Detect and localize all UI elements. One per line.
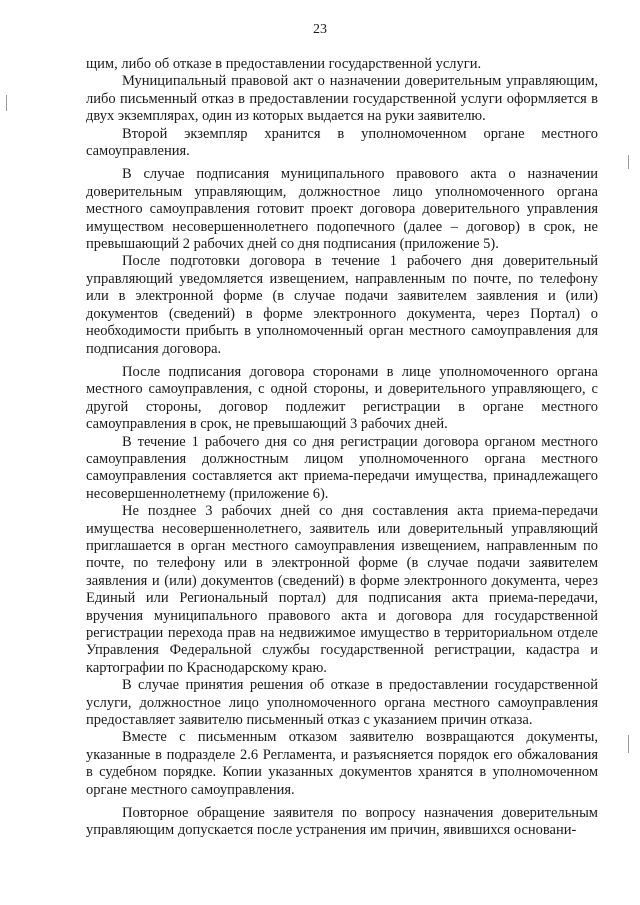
- paragraph: Не позднее 3 рабочих дней со дня составления акта приема-передачи имущества несовершеннолетнего, заявитель или доверительный управляющий приглашается в орган местного самоуправления извещением, направленным по почте, по телефону или в электронной форме (в случае подачи заявителем заявления и (или) документов (сведений) в форме электронного документа, через Единый или Региональный портал) для подписания акта приема-передачи, вручения муниципального правового акта и договора для государственной регистрации перехода прав на недвижимое имущество в территориальном отделе Управления Федеральной службы государственной регистрации, кадастра и картографии по Краснодарскому краю.: [86, 503, 598, 676]
- page-number: 23: [313, 22, 327, 37]
- paragraph: Муниципальный правовой акт о назначении доверительным управляющим, либо письменный отказ в предоставлении государственной услуги оформляется в двух экземплярах, один из которых выдается на руки заявителю.: [86, 73, 598, 125]
- paragraph: После подготовки договора в течение 1 рабочего дня доверительный управляющий уведомляется извещением, направленным по почте, по телефону или в электронной форме (в случае подачи заявителем заявления и (или) документов (сведений) в форме электронного документа, через Портал) о необходимости прибыть в уполномоченный орган местного самоуправления для подписания договора.: [86, 253, 598, 357]
- paragraph: Вместе с письменным отказом заявителю возвращаются документы, указанные в подразделе 2.6 Регламента, и разъясняется порядок его обжалования в судебном порядке. Копии указанных документов хранятся в уполномоченном органе местного самоуправления.: [86, 729, 598, 798]
- paragraph: Второй экземпляр хранится в уполномоченном органе местного самоуправления.: [86, 125, 598, 160]
- left-margin-mark: [6, 95, 7, 111]
- paragraph: После подписания договора сторонами в лице уполномоченного органа местного самоуправления, с одной стороны, и доверительного управляющего, с другой стороны, договор подлежит регистрации в органе местного самоуправления в срок, не превышающий 3 рабочих дней.: [86, 363, 598, 433]
- paragraph: В случае принятия решения об отказе в предоставлении государственной услуги, должностное лицо уполномоченного органа местного самоуправления предоставляет заявителю письменный отказ с указанием причин отказа.: [86, 677, 598, 729]
- paragraph: Повторное обращение заявителя по вопросу назначения доверительным управляющим допускается после устранения им причин, явившихся основани-: [86, 805, 598, 839]
- paragraph: В течение 1 рабочего дня со дня регистрации договора органом местного самоуправления должностным лицом уполномоченного органа местного самоуправления составляется акт приема-передачи имущества, принадлежащего несовершеннолетнему (приложение 6).: [86, 433, 598, 502]
- paragraph: щим, либо об отказе в предоставлении государственной услуги.: [86, 56, 482, 72]
- paragraph: В случае подписания муниципального правового акта о назначении доверительным управляющим, должностное лицо уполномоченного органа местного самоуправления готовит проект договора доверительного управления имуществом несовершеннолетнего подопечного (далее – договор) в срок, не превышающий 2 рабочих дней со дня подписания (приложение 5).: [86, 166, 598, 253]
- document-body: [86, 56, 598, 840]
- right-margin-mark: [628, 735, 629, 753]
- right-margin-mark: [628, 155, 629, 169]
